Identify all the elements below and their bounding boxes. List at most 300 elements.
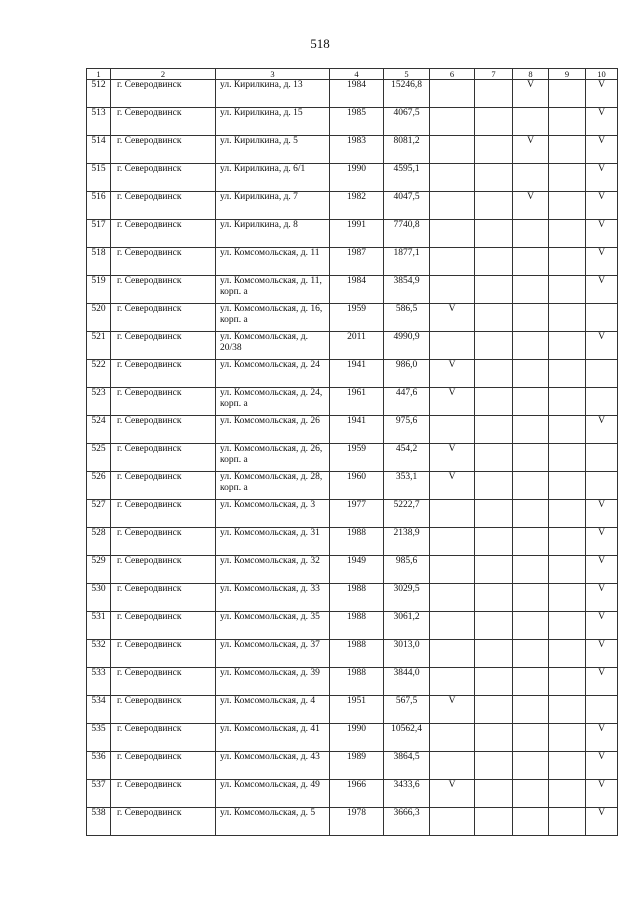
mark-col9-cell bbox=[549, 108, 586, 136]
address-cell: ул. Комсомольская, д. 3 bbox=[216, 500, 330, 528]
mark-col7-cell bbox=[475, 556, 513, 584]
area-cell: 1877,1 bbox=[384, 248, 430, 276]
mark-col10-cell: V bbox=[586, 248, 618, 276]
mark-col6-cell: V bbox=[430, 444, 475, 472]
row-number: 535 bbox=[87, 724, 111, 752]
mark-col9-cell bbox=[549, 388, 586, 416]
mark-col6-cell: V bbox=[430, 696, 475, 724]
table-row bbox=[87, 276, 618, 304]
mark-col9-cell bbox=[549, 276, 586, 304]
year-cell: 1985 bbox=[330, 108, 384, 136]
year-cell: 1983 bbox=[330, 136, 384, 164]
address-cell: ул. Комсомольская, д. 26 bbox=[216, 416, 330, 444]
mark-col7-cell bbox=[475, 696, 513, 724]
mark-col8-cell bbox=[513, 332, 549, 360]
mark-col7-cell bbox=[475, 304, 513, 332]
mark-col7-cell bbox=[475, 612, 513, 640]
area-cell: 3013,0 bbox=[384, 640, 430, 668]
mark-col8-cell bbox=[513, 724, 549, 752]
table-row bbox=[87, 444, 618, 472]
table-row bbox=[87, 724, 618, 752]
table-row bbox=[87, 108, 618, 136]
table-row bbox=[87, 248, 618, 276]
mark-col8-cell bbox=[513, 696, 549, 724]
area-cell: 4990,9 bbox=[384, 332, 430, 360]
city-cell: г. Северодвинск bbox=[111, 612, 216, 640]
row-number: 514 bbox=[87, 136, 111, 164]
row-number: 522 bbox=[87, 360, 111, 388]
area-cell: 7740,8 bbox=[384, 220, 430, 248]
mark-col8-cell bbox=[513, 752, 549, 780]
mark-col7-cell bbox=[475, 136, 513, 164]
mark-col8-cell bbox=[513, 668, 549, 696]
mark-col10-cell: V bbox=[586, 500, 618, 528]
table-row bbox=[87, 80, 618, 108]
row-number: 527 bbox=[87, 500, 111, 528]
mark-col8-cell bbox=[513, 640, 549, 668]
year-cell: 1977 bbox=[330, 500, 384, 528]
city-cell: г. Северодвинск bbox=[111, 640, 216, 668]
mark-col8-cell bbox=[513, 500, 549, 528]
mark-col7-cell bbox=[475, 668, 513, 696]
row-number: 517 bbox=[87, 220, 111, 248]
row-number: 531 bbox=[87, 612, 111, 640]
mark-col9-cell bbox=[549, 668, 586, 696]
year-cell: 1960 bbox=[330, 472, 384, 500]
row-number: 538 bbox=[87, 808, 111, 836]
area-cell: 3029,5 bbox=[384, 584, 430, 612]
year-cell: 1984 bbox=[330, 276, 384, 304]
area-cell: 8081,2 bbox=[384, 136, 430, 164]
mark-col10-cell bbox=[586, 472, 618, 500]
area-cell: 3864,5 bbox=[384, 752, 430, 780]
mark-col10-cell: V bbox=[586, 640, 618, 668]
address-cell: ул. Комсомольская, д. 41 bbox=[216, 724, 330, 752]
year-cell: 1990 bbox=[330, 724, 384, 752]
mark-col6-cell bbox=[430, 108, 475, 136]
table-row bbox=[87, 584, 618, 612]
address-cell: ул. Комсомольская, д. 35 bbox=[216, 612, 330, 640]
mark-col8-cell bbox=[513, 556, 549, 584]
address-cell: ул. Комсомольская, д. 39 bbox=[216, 668, 330, 696]
city-cell: г. Северодвинск bbox=[111, 780, 216, 808]
year-cell: 1989 bbox=[330, 752, 384, 780]
table-row bbox=[87, 360, 618, 388]
mark-col7-cell bbox=[475, 640, 513, 668]
table-row bbox=[87, 780, 618, 808]
city-cell: г. Северодвинск bbox=[111, 304, 216, 332]
address-cell: ул. Комсомольская, д. 24 bbox=[216, 360, 330, 388]
mark-col6-cell bbox=[430, 584, 475, 612]
mark-col8-cell bbox=[513, 108, 549, 136]
table-row bbox=[87, 556, 618, 584]
mark-col6-cell bbox=[430, 248, 475, 276]
table-row bbox=[87, 304, 618, 332]
row-number: 534 bbox=[87, 696, 111, 724]
city-cell: г. Северодвинск bbox=[111, 388, 216, 416]
year-cell: 1988 bbox=[330, 640, 384, 668]
city-cell: г. Северодвинск bbox=[111, 192, 216, 220]
address-cell: ул. Комсомольская, д. 16, корп. а bbox=[216, 304, 330, 332]
mark-col9-cell bbox=[549, 360, 586, 388]
mark-col7-cell bbox=[475, 108, 513, 136]
column-header: 3 bbox=[216, 69, 330, 80]
mark-col10-cell: V bbox=[586, 752, 618, 780]
mark-col7-cell bbox=[475, 752, 513, 780]
address-cell: ул. Кирилкина, д. 13 bbox=[216, 80, 330, 108]
year-cell: 1991 bbox=[330, 220, 384, 248]
mark-col6-cell bbox=[430, 220, 475, 248]
city-cell: г. Северодвинск bbox=[111, 80, 216, 108]
mark-col9-cell bbox=[549, 472, 586, 500]
table-row bbox=[87, 528, 618, 556]
city-cell: г. Северодвинск bbox=[111, 500, 216, 528]
mark-col8-cell bbox=[513, 808, 549, 836]
mark-col8-cell bbox=[513, 472, 549, 500]
mark-col7-cell bbox=[475, 388, 513, 416]
table-row bbox=[87, 416, 618, 444]
row-number: 513 bbox=[87, 108, 111, 136]
city-cell: г. Северодвинск bbox=[111, 332, 216, 360]
year-cell: 1988 bbox=[330, 612, 384, 640]
row-number: 525 bbox=[87, 444, 111, 472]
mark-col6-cell bbox=[430, 192, 475, 220]
city-cell: г. Северодвинск bbox=[111, 584, 216, 612]
mark-col6-cell bbox=[430, 752, 475, 780]
address-cell: ул. Комсомольская, д. 26, корп. а bbox=[216, 444, 330, 472]
address-cell: ул. Комсомольская, д. 11, корп. а bbox=[216, 276, 330, 304]
table-row bbox=[87, 808, 618, 836]
row-number: 520 bbox=[87, 304, 111, 332]
mark-col9-cell bbox=[549, 164, 586, 192]
mark-col10-cell: V bbox=[586, 556, 618, 584]
table-row bbox=[87, 164, 618, 192]
city-cell: г. Северодвинск bbox=[111, 724, 216, 752]
mark-col10-cell: V bbox=[586, 108, 618, 136]
mark-col9-cell bbox=[549, 416, 586, 444]
address-cell: ул. Комсомольская, д. 11 bbox=[216, 248, 330, 276]
table-row bbox=[87, 500, 618, 528]
table-row bbox=[87, 388, 618, 416]
row-number: 524 bbox=[87, 416, 111, 444]
mark-col10-cell: V bbox=[586, 276, 618, 304]
row-number: 528 bbox=[87, 528, 111, 556]
year-cell: 1941 bbox=[330, 360, 384, 388]
mark-col6-cell bbox=[430, 724, 475, 752]
address-cell: ул. Комсомольская, д. 43 bbox=[216, 752, 330, 780]
area-cell: 15246,8 bbox=[384, 80, 430, 108]
address-cell: ул. Комсомольская, д. 24, корп. а bbox=[216, 388, 330, 416]
mark-col7-cell bbox=[475, 192, 513, 220]
city-cell: г. Северодвинск bbox=[111, 556, 216, 584]
mark-col7-cell bbox=[475, 360, 513, 388]
mark-col7-cell bbox=[475, 808, 513, 836]
mark-col7-cell bbox=[475, 248, 513, 276]
mark-col9-cell bbox=[549, 556, 586, 584]
mark-col7-cell bbox=[475, 724, 513, 752]
mark-col10-cell bbox=[586, 304, 618, 332]
mark-col6-cell bbox=[430, 80, 475, 108]
area-cell: 985,6 bbox=[384, 556, 430, 584]
mark-col8-cell bbox=[513, 444, 549, 472]
address-cell: ул. Комсомольская, д. 28, корп. а bbox=[216, 472, 330, 500]
city-cell: г. Северодвинск bbox=[111, 276, 216, 304]
address-cell: ул. Комсомольская, д. 31 bbox=[216, 528, 330, 556]
mark-col6-cell bbox=[430, 556, 475, 584]
row-number: 519 bbox=[87, 276, 111, 304]
mark-col10-cell bbox=[586, 696, 618, 724]
year-cell: 2011 bbox=[330, 332, 384, 360]
mark-col10-cell bbox=[586, 360, 618, 388]
mark-col10-cell: V bbox=[586, 668, 618, 696]
table-row bbox=[87, 220, 618, 248]
row-number: 523 bbox=[87, 388, 111, 416]
mark-col8-cell bbox=[513, 248, 549, 276]
year-cell: 1987 bbox=[330, 248, 384, 276]
mark-col8-cell bbox=[513, 388, 549, 416]
mark-col6-cell bbox=[430, 612, 475, 640]
city-cell: г. Северодвинск bbox=[111, 444, 216, 472]
mark-col7-cell bbox=[475, 444, 513, 472]
address-cell: ул. Комсомольская, д. 49 bbox=[216, 780, 330, 808]
page-number: 518 bbox=[310, 36, 330, 51]
mark-col9-cell bbox=[549, 444, 586, 472]
mark-col8-cell: V bbox=[513, 192, 549, 220]
row-number: 532 bbox=[87, 640, 111, 668]
mark-col10-cell: V bbox=[586, 612, 618, 640]
mark-col10-cell: V bbox=[586, 724, 618, 752]
year-cell: 1978 bbox=[330, 808, 384, 836]
mark-col9-cell bbox=[549, 752, 586, 780]
column-header: 5 bbox=[384, 69, 430, 80]
mark-col10-cell: V bbox=[586, 528, 618, 556]
area-cell: 447,6 bbox=[384, 388, 430, 416]
area-cell: 353,1 bbox=[384, 472, 430, 500]
row-number: 536 bbox=[87, 752, 111, 780]
mark-col9-cell bbox=[549, 528, 586, 556]
address-cell: ул. Комсомольская, д. 32 bbox=[216, 556, 330, 584]
mark-col6-cell bbox=[430, 136, 475, 164]
mark-col8-cell: V bbox=[513, 80, 549, 108]
mark-col6-cell: V bbox=[430, 472, 475, 500]
mark-col6-cell: V bbox=[430, 360, 475, 388]
row-number: 515 bbox=[87, 164, 111, 192]
city-cell: г. Северодвинск bbox=[111, 472, 216, 500]
table-row bbox=[87, 136, 618, 164]
mark-col10-cell: V bbox=[586, 220, 618, 248]
mark-col7-cell bbox=[475, 584, 513, 612]
column-header: 1 bbox=[87, 69, 111, 80]
table-row bbox=[87, 332, 618, 360]
city-cell: г. Северодвинск bbox=[111, 752, 216, 780]
area-cell: 3666,3 bbox=[384, 808, 430, 836]
mark-col7-cell bbox=[475, 220, 513, 248]
mark-col7-cell bbox=[475, 276, 513, 304]
mark-col7-cell bbox=[475, 780, 513, 808]
mark-col10-cell: V bbox=[586, 80, 618, 108]
mark-col7-cell bbox=[475, 472, 513, 500]
mark-col6-cell bbox=[430, 500, 475, 528]
mark-col8-cell bbox=[513, 528, 549, 556]
city-cell: г. Северодвинск bbox=[111, 696, 216, 724]
table-row bbox=[87, 668, 618, 696]
mark-col6-cell bbox=[430, 276, 475, 304]
mark-col7-cell bbox=[475, 416, 513, 444]
table-row bbox=[87, 472, 618, 500]
table-row bbox=[87, 696, 618, 724]
mark-col6-cell bbox=[430, 808, 475, 836]
mark-col8-cell bbox=[513, 220, 549, 248]
address-cell: ул. Кирилкина, д. 15 bbox=[216, 108, 330, 136]
city-cell: г. Северодвинск bbox=[111, 136, 216, 164]
area-cell: 4067,5 bbox=[384, 108, 430, 136]
mark-col9-cell bbox=[549, 724, 586, 752]
table-row bbox=[87, 192, 618, 220]
mark-col9-cell bbox=[549, 192, 586, 220]
row-number: 516 bbox=[87, 192, 111, 220]
mark-col10-cell bbox=[586, 388, 618, 416]
mark-col10-cell: V bbox=[586, 584, 618, 612]
mark-col8-cell bbox=[513, 164, 549, 192]
mark-col8-cell: V bbox=[513, 136, 549, 164]
column-header: 6 bbox=[430, 69, 475, 80]
row-number: 529 bbox=[87, 556, 111, 584]
mark-col10-cell: V bbox=[586, 780, 618, 808]
area-cell: 10562,4 bbox=[384, 724, 430, 752]
mark-col8-cell bbox=[513, 416, 549, 444]
column-header: 9 bbox=[549, 69, 586, 80]
year-cell: 1988 bbox=[330, 668, 384, 696]
column-header: 2 bbox=[111, 69, 216, 80]
area-cell: 4047,5 bbox=[384, 192, 430, 220]
mark-col9-cell bbox=[549, 612, 586, 640]
mark-col6-cell bbox=[430, 332, 475, 360]
year-cell: 1959 bbox=[330, 304, 384, 332]
address-cell: ул. Кирилкина, д. 6/1 bbox=[216, 164, 330, 192]
column-header: 8 bbox=[513, 69, 549, 80]
area-cell: 986,0 bbox=[384, 360, 430, 388]
city-cell: г. Северодвинск bbox=[111, 668, 216, 696]
mark-col9-cell bbox=[549, 304, 586, 332]
year-cell: 1959 bbox=[330, 444, 384, 472]
row-number: 533 bbox=[87, 668, 111, 696]
mark-col10-cell: V bbox=[586, 416, 618, 444]
mark-col9-cell bbox=[549, 500, 586, 528]
address-cell: ул. Комсомольская, д. 37 bbox=[216, 640, 330, 668]
column-header: 7 bbox=[475, 69, 513, 80]
row-number: 537 bbox=[87, 780, 111, 808]
city-cell: г. Северодвинск bbox=[111, 108, 216, 136]
mark-col9-cell bbox=[549, 640, 586, 668]
area-cell: 3844,0 bbox=[384, 668, 430, 696]
mark-col8-cell bbox=[513, 612, 549, 640]
mark-col7-cell bbox=[475, 164, 513, 192]
address-cell: ул. Кирилкина, д. 7 bbox=[216, 192, 330, 220]
mark-col10-cell bbox=[586, 444, 618, 472]
year-cell: 1982 bbox=[330, 192, 384, 220]
mark-col7-cell bbox=[475, 80, 513, 108]
year-cell: 1949 bbox=[330, 556, 384, 584]
mark-col9-cell bbox=[549, 808, 586, 836]
area-cell: 3061,2 bbox=[384, 612, 430, 640]
year-cell: 1966 bbox=[330, 780, 384, 808]
city-cell: г. Северодвинск bbox=[111, 360, 216, 388]
mark-col10-cell: V bbox=[586, 808, 618, 836]
row-number: 530 bbox=[87, 584, 111, 612]
mark-col8-cell bbox=[513, 584, 549, 612]
year-cell: 1961 bbox=[330, 388, 384, 416]
row-number: 521 bbox=[87, 332, 111, 360]
address-cell: ул. Кирилкина, д. 8 bbox=[216, 220, 330, 248]
address-cell: ул. Комсомольская, д. 4 bbox=[216, 696, 330, 724]
mark-col9-cell bbox=[549, 80, 586, 108]
table-row bbox=[87, 640, 618, 668]
mark-col10-cell: V bbox=[586, 164, 618, 192]
column-header: 4 bbox=[330, 69, 384, 80]
area-cell: 586,5 bbox=[384, 304, 430, 332]
mark-col8-cell bbox=[513, 276, 549, 304]
mark-col6-cell bbox=[430, 640, 475, 668]
mark-col10-cell: V bbox=[586, 192, 618, 220]
city-cell: г. Северодвинск bbox=[111, 528, 216, 556]
area-cell: 567,5 bbox=[384, 696, 430, 724]
area-cell: 3433,6 bbox=[384, 780, 430, 808]
area-cell: 4595,1 bbox=[384, 164, 430, 192]
area-cell: 454,2 bbox=[384, 444, 430, 472]
mark-col7-cell bbox=[475, 332, 513, 360]
mark-col6-cell: V bbox=[430, 388, 475, 416]
area-cell: 3854,9 bbox=[384, 276, 430, 304]
year-cell: 1988 bbox=[330, 528, 384, 556]
mark-col8-cell bbox=[513, 304, 549, 332]
year-cell: 1941 bbox=[330, 416, 384, 444]
mark-col6-cell: V bbox=[430, 304, 475, 332]
mark-col6-cell bbox=[430, 668, 475, 696]
housing-registry-table bbox=[86, 68, 618, 836]
mark-col9-cell bbox=[549, 220, 586, 248]
year-cell: 1951 bbox=[330, 696, 384, 724]
city-cell: г. Северодвинск bbox=[111, 220, 216, 248]
mark-col6-cell bbox=[430, 164, 475, 192]
city-cell: г. Северодвинск bbox=[111, 808, 216, 836]
mark-col10-cell: V bbox=[586, 136, 618, 164]
column-number-header-row bbox=[87, 69, 618, 80]
mark-col9-cell bbox=[549, 780, 586, 808]
year-cell: 1988 bbox=[330, 584, 384, 612]
mark-col6-cell bbox=[430, 528, 475, 556]
address-cell: ул. Комсомольская, д. 33 bbox=[216, 584, 330, 612]
row-number: 512 bbox=[87, 80, 111, 108]
mark-col7-cell bbox=[475, 500, 513, 528]
area-cell: 975,6 bbox=[384, 416, 430, 444]
mark-col9-cell bbox=[549, 248, 586, 276]
row-number: 526 bbox=[87, 472, 111, 500]
city-cell: г. Северодвинск bbox=[111, 164, 216, 192]
year-cell: 1990 bbox=[330, 164, 384, 192]
address-cell: ул. Кирилкина, д. 5 bbox=[216, 136, 330, 164]
mark-col9-cell bbox=[549, 696, 586, 724]
table-row bbox=[87, 612, 618, 640]
mark-col7-cell bbox=[475, 528, 513, 556]
area-cell: 2138,9 bbox=[384, 528, 430, 556]
row-number: 518 bbox=[87, 248, 111, 276]
mark-col10-cell: V bbox=[586, 332, 618, 360]
mark-col8-cell bbox=[513, 360, 549, 388]
city-cell: г. Северодвинск bbox=[111, 416, 216, 444]
year-cell: 1984 bbox=[330, 80, 384, 108]
mark-col9-cell bbox=[549, 136, 586, 164]
address-cell: ул. Комсомольская, д. 5 bbox=[216, 808, 330, 836]
